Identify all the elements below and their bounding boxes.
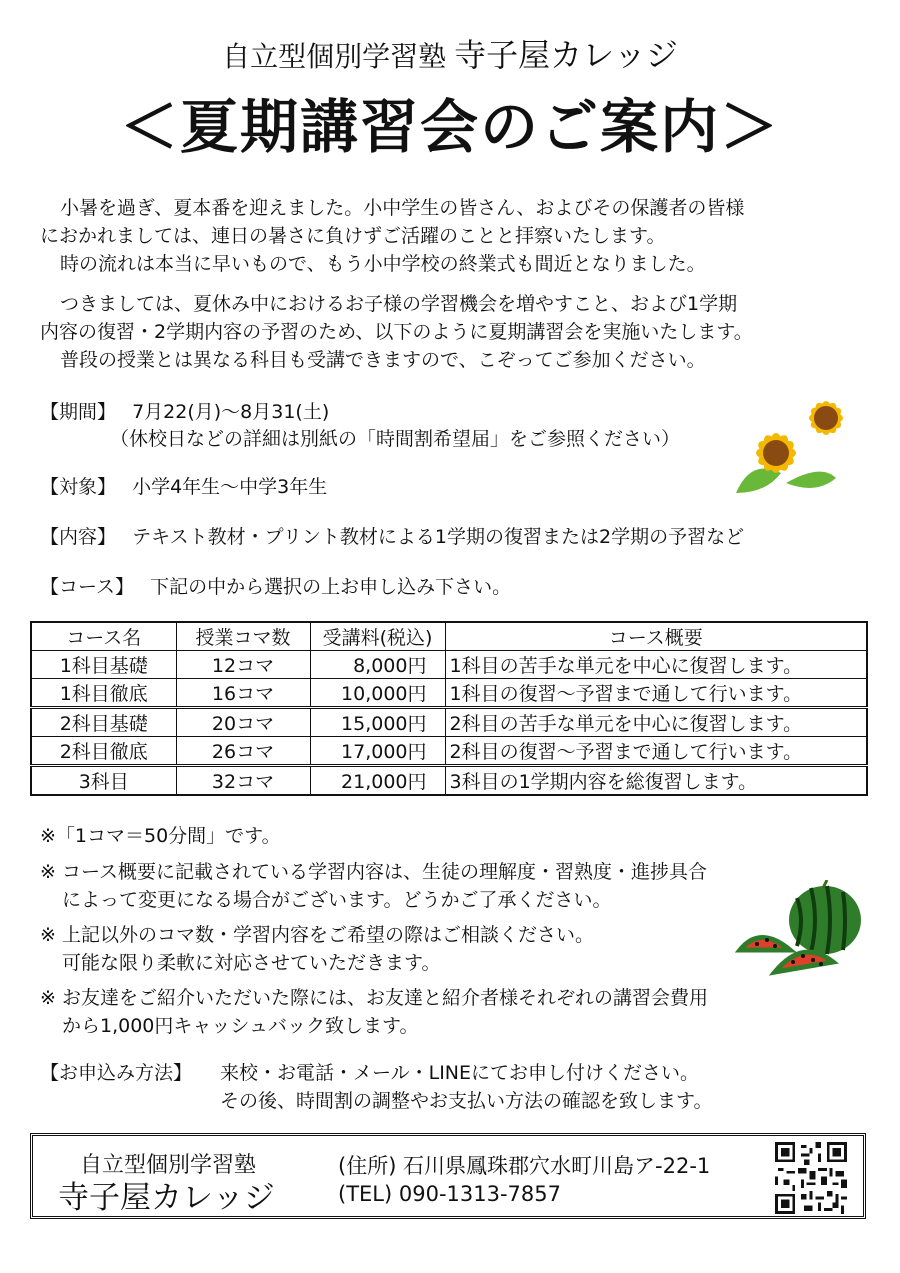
cell-course-name: 1科目基礎 [31,651,176,679]
cell-course-name: 1科目徹底 [31,679,176,708]
page-title: ＜夏期講習会のご案内＞ [119,93,780,161]
table-row [31,737,867,766]
cell-overview: 1科目の復習～予習まで通して行います。 [445,679,867,708]
note-line: ※ 上記以外のコマ数・学習内容をご希望の際はご相談ください。 [40,924,594,946]
sunflower-small [755,432,798,475]
cell-overview: 2科目の苦手な単元を中心に復習します。 [445,708,867,737]
footer-school-type: 自立型個別学習塾 [80,1153,257,1178]
table-row [31,651,867,679]
watermelon-slice-left [740,938,790,951]
intro-line: 内容の復習・2学期内容の予習のため、以下のように夏期講習会を実施いたします。 [40,321,753,343]
header-overview: コース概要 [445,622,867,651]
note-line: によって変更になる場合がございます。どうかご了承ください。 [62,889,612,911]
cell-fee: 17,000円 [310,737,445,766]
note-line: から1,000円キャッシュバック致します。 [62,1015,419,1037]
intro-paragraph-2 [40,290,870,374]
cell-course-name: 2科目徹底 [31,737,176,766]
table-header-row [31,622,867,651]
course-table [30,621,868,796]
note-1: ※「1コマ＝50分間」です。 [40,825,281,847]
target-row [40,472,327,499]
header-subtitle-line [0,30,900,76]
course-value: 下記の中から選択の上お申し込み下さい。 [150,576,512,598]
period-row [40,397,329,424]
content-label: 【内容】 [40,526,117,548]
target-value: 小学4年生～中学3年生 [132,476,328,498]
footer-school-name: 寺子屋カレッジ [58,1180,275,1216]
watermelon-whole [789,880,861,954]
cell-lesson-count: 20コマ [176,708,310,737]
cell-fee: 21,000円 [310,766,445,796]
table-row [31,708,867,737]
note-3 [40,921,594,977]
target-label: 【対象】 [40,476,117,498]
intro-line: におかれましては、連日の暑さに負けずご活躍のことと拝察いたします。 [40,225,666,247]
school-type-label: 自立型個別学習塾 [222,40,447,73]
course-label: 【コース】 [40,576,135,598]
watermelon-illustration [735,880,865,980]
intro-line: 普段の授業とは異なる科目も受講できますので、こぞってご参加ください。 [60,349,706,371]
intro-line: 時の流れは本当に早いもので、もう小中学校の終業式も間近となりました。 [60,253,706,275]
header-lesson-count: 授業コマ数 [176,622,310,651]
cell-lesson-count: 12コマ [176,651,310,679]
cell-course-name: 2科目基礎 [31,708,176,737]
cell-fee: 8,000円 [310,651,445,679]
intro-line: つきましては、夏休み中におけるお子様の学習機会を増やすこと、および1学期 [60,293,738,315]
period-value: 7月22(月)～8月31(土) [132,401,330,423]
content-row [40,522,744,549]
course-row [40,572,511,599]
header-fee: 受講料(税込) [310,622,445,651]
apply-line-1: 来校・お電話・メール・LINEにてお申し付けください。 [220,1062,700,1084]
apply-label: 【お申込み方法】 [40,1062,193,1084]
cell-overview: 1科目の苦手な単元を中心に復習します。 [445,651,867,679]
apply-row [40,1058,192,1085]
qr-code-icon[interactable] [775,1142,847,1214]
table-row [31,679,867,708]
cell-lesson-count: 16コマ [176,679,310,708]
cell-course-name: 3科目 [31,766,176,796]
note-2 [40,858,707,914]
content-value: テキスト教材・プリント教材による1学期の復習または2学期の予習など [132,526,745,548]
brand-name: 寺子屋カレッジ [454,36,678,74]
cell-lesson-count: 26コマ [176,737,310,766]
footer-tel: (TEL) 090-1313-7857 [338,1182,561,1206]
note-line: 可能な限り柔軟に対応させていただきます。 [62,952,441,974]
cell-fee: 15,000円 [310,708,445,737]
cell-overview: 3科目の1学期内容を総復習します。 [445,766,867,796]
cell-lesson-count: 32コマ [176,766,310,796]
cell-overview: 2科目の復習～予習まで通して行います。 [445,737,867,766]
sunflower-illustration [726,383,856,498]
sunflower-large [808,400,844,436]
header-course-name: コース名 [31,622,176,651]
note-line: ※ コース概要に記載されている学習内容は、生徒の理解度・習熟度・進捗具合 [40,861,708,883]
footer-address: (住所) 石川県鳳珠郡穴水町川島ア-22-1 [338,1154,711,1178]
apply-line-2: その後、時間割の調整やお支払い方法の確認を致します。 [220,1090,713,1112]
watermelon-slice-right [775,952,833,972]
intro-paragraph-1 [40,194,870,278]
period-label: 【期間】 [40,401,117,423]
period-note: （休校日などの詳細は別紙の「時間割希望届」をご参照ください） [110,428,681,450]
table-row [31,766,867,796]
cell-fee: 10,000円 [310,679,445,708]
note-line: ※ お友達をご紹介いただいた際には、お友達と紹介者様それぞれの講習会費用 [40,987,708,1009]
note-4 [40,984,708,1040]
intro-line: 小暑を過ぎ、夏本番を迎えました。小中学生の皆さん、およびその保護者の皆様 [60,197,745,219]
